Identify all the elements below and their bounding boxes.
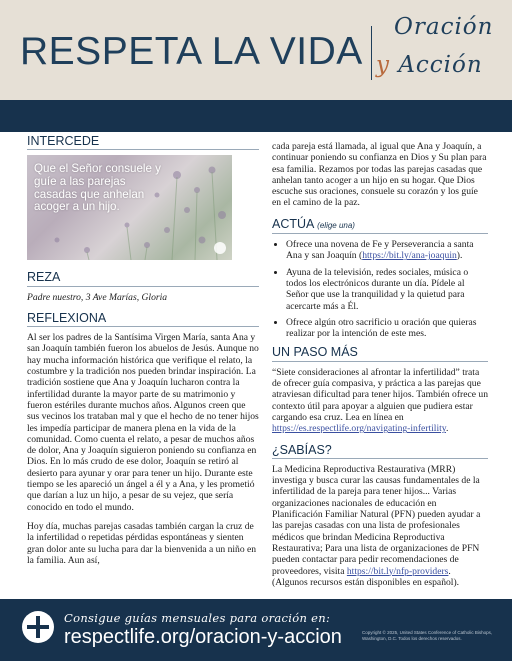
reza-text: Padre nuestro, 3 Ave Marías, Gloria — [27, 291, 168, 303]
subtitle-y: y — [376, 52, 390, 78]
sabias-text: La Medicina Reproductiva Restaurativa (MRR) investiga y busca curar las causas fundamentales de la infertilidad de la pareja para tener hijos... Varias organizaciones nacionales de educación en Planificación Familiar Natural (PFN) pueden ayudar a las parejas casadas con una lista de profesionales médicos que brindan Medicina Reproductiva Restaurativa; Para una lista de organizaciones de PFN pueden contactar para pedir recomendaciones de proveedores, visita — [272, 463, 481, 577]
infertility-link[interactable]: https://es.respectlife.org/navigating-infertility — [272, 423, 446, 435]
intercede-photo — [27, 155, 232, 260]
subtitle-accion — [376, 52, 483, 78]
paso-heading: UN PASO MÁS — [272, 347, 488, 361]
actua-heading-note: (elige una) — [317, 220, 355, 230]
subtitle-accion-word: Acción — [398, 52, 483, 78]
list-item — [286, 239, 488, 262]
nfp-providers-link[interactable]: https://bit.ly/nfp-providers — [346, 565, 449, 577]
right-column — [272, 141, 488, 588]
cross-logo-icon — [22, 611, 54, 643]
footer-url[interactable]: respectlife.org/oracion-y-accion — [64, 626, 342, 648]
actua-heading-text: ACTÚA — [272, 216, 314, 231]
list-item: • Ofrece algún otro sacrificio u oración que quieras realizar por la intención de este mes. — [286, 317, 488, 340]
actua-item-1-end: ). — [456, 250, 463, 262]
title-divider — [371, 26, 372, 80]
left-column — [27, 136, 259, 566]
subtitle-oracion: Oración — [394, 14, 494, 40]
sabias-text-block — [272, 464, 488, 588]
copyright-notice: Copyright © 2025, United States Conference of Catholic Bishops, Washington, D.C. Todos los derechos reservados. — [362, 630, 493, 641]
actua-heading — [272, 216, 488, 234]
paso-text: “Siete consideraciones al afrontar la infertilidad” trata de ofrecer guía compasiva, y práctica a las parejas que atraviesan dificultad para tener hijos. También ofrece un contexto útil para apoyar a alguien que pudiera estar cargando esa cruz. Lea en línea en — [272, 366, 488, 423]
reflexiona-paragraph-2: Hoy día, muchas parejas casadas también cargan la cruz de la infertilidad o repetidas pérdidas espontáneas y sienten gran dolor ante su lucha para dar la bienvenida a un niño en la familia. Aun así, — [27, 520, 257, 566]
reflexiona-paragraph-1: Al ser los padres de la Santísima Virgen María, santa Ana y san Joaquín también fueron los abuelos de Jesús. Aunque no hay mucha información histórica que verifique el relato, la costumbre y la tradición nos pueden brindar inspiración. La tradición sostiene que Ana y Joaquín lucharon contra la infertilidad durante la mayor parte de su matrimonio y fueron estériles durante muchos años. Algunos creen que sus vecinos los trataban mal y que el hecho de no tener hijos les impedía participar de manera plena en la vida de la comunidad. Como cuenta el relato, a pesar de muchos años de dolor, Ana y Joaquín siguieron poniendo su confianza en Dios. En lo más crudo de ese dolor, Joaquín se retiró al desierto para ayunar y orar para tener un hijo. Durante este tiempo se les apareció un ángel a él y a Ana, y les prometió que darían a luz un hijo, a pesar de su vejez, que sería conocido en todo el mundo. — [27, 332, 259, 513]
reflexiona-heading: REFLEXIONA — [27, 313, 259, 327]
photo-caption: Que el Señor consuele y guíe a las parejas casadas que anhelan acoger a un hijo. — [34, 162, 161, 214]
intercede-heading: INTERCEDE — [27, 136, 259, 150]
paso-end: . — [445, 423, 449, 435]
footer-tagline: Consigue guías mensuales para oración en: — [64, 611, 331, 625]
page-title: RESPETA LA VIDA — [20, 30, 363, 73]
actua-item-1-text: Ofrece una novena de Fe y Perseverancia a santa Ana y san Joaquín ( — [286, 239, 474, 262]
novena-link[interactable]: https://bit.ly/ana-joaquin — [362, 250, 457, 262]
actua-list — [272, 239, 488, 339]
page-header — [0, 0, 512, 100]
paso-text-block — [272, 367, 488, 435]
sabias-end: . (Algunos recursos están disponibles en español). — [272, 565, 460, 588]
reflexiona-paragraph-2-continued: cada pareja está llamada, al igual que Ana y Joaquín, a continuar poniendo su confianza en Dios y Su plan para esa familia. Rezamos por todas las parejas casadas que anhelan tanto acoger a un hijo en su hogar. Que Dios escuche sus oraciones, consuele su corazón y los guíe en el camino de la paz. — [272, 141, 487, 209]
sabias-heading: ¿SABÍAS? — [272, 445, 488, 459]
list-item: • Ayuna de la televisión, redes sociales, música o todos los electrónicos durante un día. Pídele al Señor que use la tranquilidad y la quietud para acercarte más a Él. — [286, 267, 488, 312]
reza-heading: REZA — [27, 272, 259, 286]
header-band — [0, 100, 512, 132]
